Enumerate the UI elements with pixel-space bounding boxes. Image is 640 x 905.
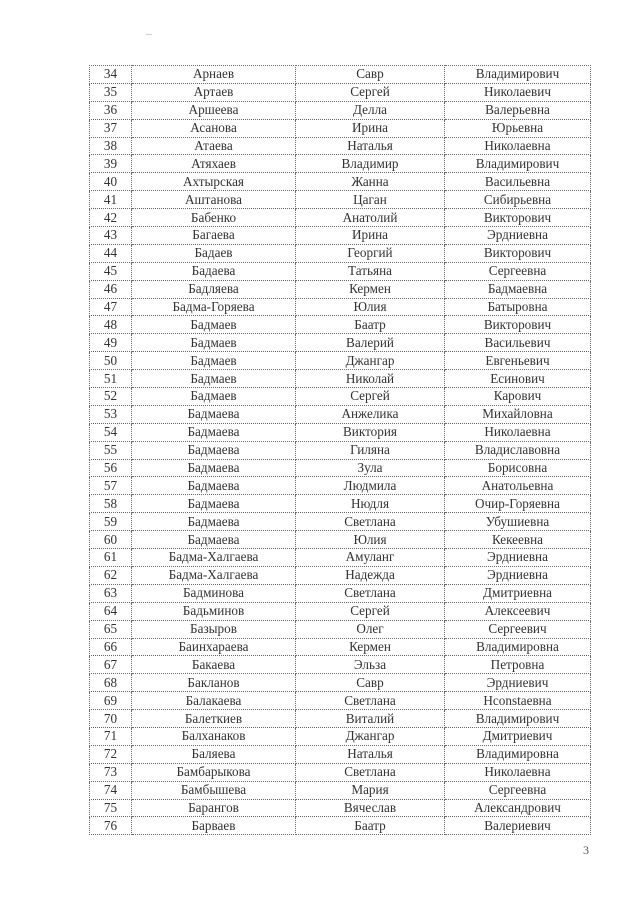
row-number: 51 <box>90 370 132 388</box>
table-row <box>90 370 591 388</box>
table-row <box>90 352 591 370</box>
table-row <box>90 710 591 728</box>
surname-cell: Багаева <box>132 227 296 245</box>
surname-cell: Бадмаев <box>132 370 296 388</box>
first-name-cell: Светлана <box>296 513 445 531</box>
patronymic-cell: Алексеевич <box>445 602 591 620</box>
page-number: 3 <box>583 843 589 857</box>
first-name-cell: Ирина <box>296 227 445 245</box>
row-number: 76 <box>90 817 132 835</box>
surname-cell: Бадма-Халгаева <box>132 549 296 567</box>
surname-cell: Бадмаев <box>132 388 296 406</box>
table-row <box>90 549 591 567</box>
row-number: 43 <box>90 227 132 245</box>
patronymic-cell: Валерьевна <box>445 101 591 119</box>
table-row <box>90 477 591 495</box>
first-name-cell: Кермен <box>296 638 445 656</box>
patronymic-cell: Батыровна <box>445 298 591 316</box>
first-name-cell: Валерий <box>296 334 445 352</box>
table-row <box>90 656 591 674</box>
patronymic-cell: Васильевич <box>445 334 591 352</box>
surname-cell: Баинхараева <box>132 638 296 656</box>
patronymic-cell: Викторович <box>445 209 591 227</box>
surname-cell: Ахтырская <box>132 173 296 191</box>
patronymic-cell: Эрдниевна <box>445 566 591 584</box>
first-name-cell: Сергей <box>296 83 445 101</box>
patronymic-cell: Владимирович <box>445 710 591 728</box>
row-number: 70 <box>90 710 132 728</box>
patronymic-cell: Владимировна <box>445 745 591 763</box>
patronymic-cell: Николаевна <box>445 423 591 441</box>
first-name-cell: Делла <box>296 101 445 119</box>
table-row <box>90 101 591 119</box>
first-name-cell: Вячеслав <box>296 799 445 817</box>
row-number: 68 <box>90 674 132 692</box>
patronymic-cell: Викторович <box>445 316 591 334</box>
row-number: 61 <box>90 549 132 567</box>
row-number: 64 <box>90 602 132 620</box>
row-number: 62 <box>90 566 132 584</box>
patronymic-cell: Сибирьевна <box>445 191 591 209</box>
row-number: 35 <box>90 83 132 101</box>
first-name-cell: Джангар <box>296 727 445 745</box>
table-row <box>90 602 591 620</box>
table-row <box>90 584 591 602</box>
patronymic-cell: Владимирович <box>445 155 591 173</box>
patronymic-cell: Николаевич <box>445 83 591 101</box>
surname-cell: Барангов <box>132 799 296 817</box>
row-number: 67 <box>90 656 132 674</box>
roster-table <box>89 65 591 835</box>
first-name-cell: Анатолий <box>296 209 445 227</box>
patronymic-cell: Владимировна <box>445 638 591 656</box>
surname-cell: Бадмаев <box>132 316 296 334</box>
first-name-cell: Светлана <box>296 584 445 602</box>
first-name-cell: Гиляна <box>296 441 445 459</box>
table-row <box>90 638 591 656</box>
first-name-cell: Сергей <box>296 602 445 620</box>
first-name-cell: Татьяна <box>296 262 445 280</box>
row-number: 50 <box>90 352 132 370</box>
first-name-cell: Зула <box>296 459 445 477</box>
patronymic-cell: Валериевич <box>445 817 591 835</box>
first-name-cell: Людмила <box>296 477 445 495</box>
first-name-cell: Виктория <box>296 423 445 441</box>
first-name-cell: Эльза <box>296 656 445 674</box>
table-row <box>90 817 591 835</box>
first-name-cell: Баатр <box>296 316 445 334</box>
first-name-cell: Джангар <box>296 352 445 370</box>
table-row <box>90 155 591 173</box>
surname-cell: Бадмаева <box>132 405 296 423</box>
row-number: 54 <box>90 423 132 441</box>
surname-cell: Бадма-Халгаева <box>132 566 296 584</box>
surname-cell: Бадмаева <box>132 423 296 441</box>
surname-cell: Балеткиев <box>132 710 296 728</box>
first-name-cell: Надежда <box>296 566 445 584</box>
first-name-cell: Нюдля <box>296 495 445 513</box>
surname-cell: Асанова <box>132 119 296 137</box>
surname-cell: Барваев <box>132 817 296 835</box>
surname-cell: Бадаев <box>132 244 296 262</box>
row-number: 59 <box>90 513 132 531</box>
row-number: 71 <box>90 727 132 745</box>
first-name-cell: Анжелика <box>296 405 445 423</box>
table-row <box>90 423 591 441</box>
patronymic-cell: Николаевна <box>445 763 591 781</box>
surname-cell: Аштанова <box>132 191 296 209</box>
surname-cell: Аршеева <box>132 101 296 119</box>
surname-cell: Баляева <box>132 745 296 763</box>
row-number: 52 <box>90 388 132 406</box>
patronymic-cell: Очир-Горяевна <box>445 495 591 513</box>
table-row <box>90 209 591 227</box>
first-name-cell: Ирина <box>296 119 445 137</box>
first-name-cell: Баатр <box>296 817 445 835</box>
surname-cell: Бамбышева <box>132 781 296 799</box>
surname-cell: Атаева <box>132 137 296 155</box>
surname-cell: Бадмаева <box>132 477 296 495</box>
table-row <box>90 459 591 477</box>
patronymic-cell: Евгеньевич <box>445 352 591 370</box>
row-number: 49 <box>90 334 132 352</box>
first-name-cell: Кермен <box>296 280 445 298</box>
patronymic-cell: Есинович <box>445 370 591 388</box>
surname-cell: Бамбарыкова <box>132 763 296 781</box>
row-number: 48 <box>90 316 132 334</box>
table-row <box>90 244 591 262</box>
table-row <box>90 692 591 710</box>
row-number: 74 <box>90 781 132 799</box>
table-row <box>90 405 591 423</box>
row-number: 41 <box>90 191 132 209</box>
first-name-cell: Наталья <box>296 745 445 763</box>
row-number: 45 <box>90 262 132 280</box>
first-name-cell: Сергей <box>296 388 445 406</box>
patronymic-cell: Эрдниевна <box>445 227 591 245</box>
table-row <box>90 566 591 584</box>
row-number: 57 <box>90 477 132 495</box>
table-row <box>90 495 591 513</box>
table-row <box>90 388 591 406</box>
table-row <box>90 280 591 298</box>
table-row <box>90 674 591 692</box>
patronymic-cell: Николаевна <box>445 137 591 155</box>
patronymic-cell: Сергеевна <box>445 262 591 280</box>
table-row <box>90 334 591 352</box>
table-row <box>90 66 591 84</box>
table-row <box>90 191 591 209</box>
first-name-cell: Владимир <box>296 155 445 173</box>
table-row <box>90 781 591 799</box>
patronymic-cell: Карович <box>445 388 591 406</box>
first-name-cell: Савр <box>296 66 445 84</box>
row-number: 44 <box>90 244 132 262</box>
table-row <box>90 227 591 245</box>
first-name-cell: Юлия <box>296 298 445 316</box>
surname-cell: Бабенко <box>132 209 296 227</box>
patronymic-cell: Сергеевна <box>445 781 591 799</box>
patronymic-cell: Дмитриевна <box>445 584 591 602</box>
table-row <box>90 298 591 316</box>
surname-cell: Бадмаева <box>132 459 296 477</box>
first-name-cell: Георгий <box>296 244 445 262</box>
table-row <box>90 173 591 191</box>
row-number: 63 <box>90 584 132 602</box>
patronymic-cell: Анатольевна <box>445 477 591 495</box>
table-row <box>90 799 591 817</box>
patronymic-cell: Эрдниевич <box>445 674 591 692</box>
patronymic-cell: Кекеевна <box>445 531 591 549</box>
first-name-cell: Амуланг <box>296 549 445 567</box>
patronymic-cell: Сергеевич <box>445 620 591 638</box>
surname-cell: Бадьминов <box>132 602 296 620</box>
surname-cell: Бадаева <box>132 262 296 280</box>
surname-cell: Базыров <box>132 620 296 638</box>
patronymic-cell: Юрьевна <box>445 119 591 137</box>
row-number: 60 <box>90 531 132 549</box>
table-row <box>90 83 591 101</box>
surname-cell: Бадминова <box>132 584 296 602</box>
surname-cell: Арнаев <box>132 66 296 84</box>
surname-cell: Бадмаева <box>132 495 296 513</box>
table-row <box>90 745 591 763</box>
row-number: 75 <box>90 799 132 817</box>
first-name-cell: Мария <box>296 781 445 799</box>
row-number: 39 <box>90 155 132 173</box>
table-row <box>90 119 591 137</box>
first-name-cell: Николай <box>296 370 445 388</box>
surname-cell: Бадмаева <box>132 441 296 459</box>
first-name-cell: Виталий <box>296 710 445 728</box>
row-number: 65 <box>90 620 132 638</box>
table-row <box>90 441 591 459</box>
first-name-cell: Цаган <box>296 191 445 209</box>
row-number: 38 <box>90 137 132 155</box>
patronymic-cell: Александрович <box>445 799 591 817</box>
row-number: 34 <box>90 66 132 84</box>
first-name-cell: Савр <box>296 674 445 692</box>
row-number: 55 <box>90 441 132 459</box>
surname-cell: Бадмаев <box>132 334 296 352</box>
surname-cell: Артаев <box>132 83 296 101</box>
surname-cell: Бадмаева <box>132 513 296 531</box>
scan-mark <box>146 34 152 35</box>
first-name-cell: Жанна <box>296 173 445 191</box>
row-number: 66 <box>90 638 132 656</box>
surname-cell: Балакаева <box>132 692 296 710</box>
surname-cell: Бадма-Горяева <box>132 298 296 316</box>
row-number: 47 <box>90 298 132 316</box>
row-number: 46 <box>90 280 132 298</box>
first-name-cell: Наталья <box>296 137 445 155</box>
table-row <box>90 727 591 745</box>
patronymic-cell: Михайловна <box>445 405 591 423</box>
roster-table-body <box>90 66 591 835</box>
surname-cell: Бакаева <box>132 656 296 674</box>
table-row <box>90 137 591 155</box>
patronymic-cell: Васильевна <box>445 173 591 191</box>
row-number: 73 <box>90 763 132 781</box>
surname-cell: Бадмаева <box>132 531 296 549</box>
table-row <box>90 531 591 549</box>
patronymic-cell: Нconstаевна <box>445 692 591 710</box>
row-number: 36 <box>90 101 132 119</box>
patronymic-cell: Дмитриевич <box>445 727 591 745</box>
surname-cell: Балханаков <box>132 727 296 745</box>
table-row <box>90 763 591 781</box>
table-row <box>90 316 591 334</box>
row-number: 69 <box>90 692 132 710</box>
surname-cell: Бадляева <box>132 280 296 298</box>
patronymic-cell: Эрдниевна <box>445 549 591 567</box>
first-name-cell: Светлана <box>296 692 445 710</box>
patronymic-cell: Бадмаевна <box>445 280 591 298</box>
table-row <box>90 620 591 638</box>
patronymic-cell: Владимирович <box>445 66 591 84</box>
surname-cell: Бадмаев <box>132 352 296 370</box>
row-number: 53 <box>90 405 132 423</box>
patronymic-cell: Борисовна <box>445 459 591 477</box>
row-number: 58 <box>90 495 132 513</box>
row-number: 42 <box>90 209 132 227</box>
row-number: 40 <box>90 173 132 191</box>
surname-cell: Бакланов <box>132 674 296 692</box>
surname-cell: Атяхаев <box>132 155 296 173</box>
patronymic-cell: Петровна <box>445 656 591 674</box>
table-row <box>90 262 591 280</box>
first-name-cell: Олег <box>296 620 445 638</box>
patronymic-cell: Викторович <box>445 244 591 262</box>
first-name-cell: Юлия <box>296 531 445 549</box>
patronymic-cell: Владиславовна <box>445 441 591 459</box>
row-number: 72 <box>90 745 132 763</box>
table-row <box>90 513 591 531</box>
row-number: 56 <box>90 459 132 477</box>
row-number: 37 <box>90 119 132 137</box>
patronymic-cell: Убушиевна <box>445 513 591 531</box>
first-name-cell: Светлана <box>296 763 445 781</box>
